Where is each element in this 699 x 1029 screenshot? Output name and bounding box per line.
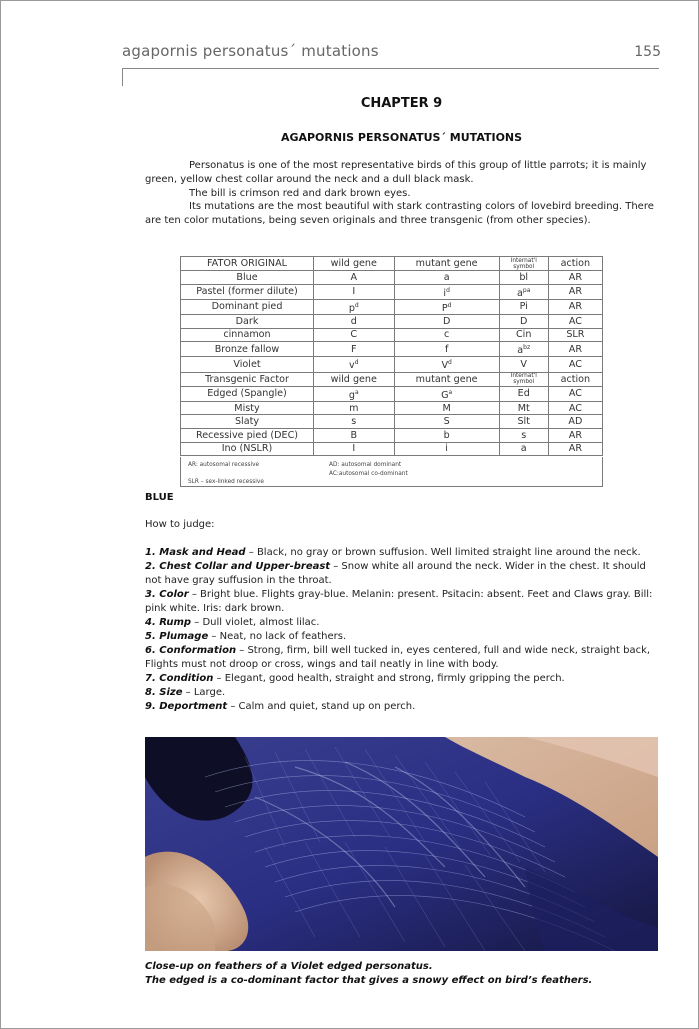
action-cell: AC [548,386,602,401]
wild-gene-cell [314,442,395,456]
symbol-cell-value: Cin [515,329,532,341]
symbol-cell-value: bl [519,271,529,283]
action-cell: AR [548,442,602,456]
mutant-gene-cell-value: S [443,416,450,428]
table-legend [180,457,603,487]
column-header-mutant-gene: mutant gene [394,372,499,386]
table-row [181,284,603,299]
criterion-term: 9. Deportment [145,701,228,712]
mutant-gene-cell [394,415,499,429]
symbol-cell [499,386,548,401]
mutant-gene-cell [394,357,499,372]
symbol-header-line: Internat'l [510,257,537,264]
action-cell: AR [548,299,602,314]
factor-name: Misty [181,401,314,415]
table-header-transgenic [181,372,603,386]
column-header-symbol [499,257,548,271]
wild-gene-cell-value: B [350,429,358,441]
symbol-cell [499,328,548,342]
column-header-mutant-gene: mutant gene [394,257,499,271]
symbol-cell-value: Ed [517,388,530,400]
feathers-photo [145,737,658,951]
wild-gene-cell-value: g [348,389,355,401]
mutant-gene-cell [394,314,499,328]
criterion-term: 4. Rump [145,617,192,628]
mutant-gene-cell-value: i [443,287,447,299]
mutant-gene-cell [394,328,499,342]
mutant-gene-cell-value: b [443,429,450,441]
table-row [181,428,603,442]
wild-gene-cell [314,415,395,429]
mutant-gene-cell-value: D [442,315,451,327]
wild-gene-cell [314,386,395,401]
mutant-gene-cell-superscript: d [448,359,452,367]
criterion-item [145,560,658,588]
factor-name: Slaty [181,415,314,429]
mutant-gene-cell-value: c [443,329,450,341]
symbol-cell [499,271,548,285]
factor-name: Dark [181,314,314,328]
mutant-gene-cell-value: a [443,271,450,283]
table-row [181,314,603,328]
factor-name: Blue [181,271,314,285]
symbol-cell-superscript: bz [523,344,531,352]
wild-gene-cell-value: d [350,315,357,327]
factor-name: Edged (Spangle) [181,386,314,401]
mutant-gene-cell-value: G [441,389,449,401]
wild-gene-cell-value: F [351,343,357,355]
mutant-gene-cell-value: M [442,402,451,414]
symbol-cell-value: Slt [517,416,530,428]
chapter-title: CHAPTER 9 [360,96,443,111]
symbol-cell-value: a [520,443,527,455]
factor-name: Ino (NSLR) [181,442,314,456]
wild-gene-cell [314,314,395,328]
table-row [181,386,603,401]
wild-gene-cell [314,328,395,342]
mutant-gene-cell [394,401,499,415]
criterion-item [145,644,658,672]
column-header-wild-gene: wild gene [314,257,395,271]
table-row [181,342,603,357]
mutant-gene-cell-value: P [441,302,448,314]
mutant-gene-cell [394,428,499,442]
factor-name: Pastel (former dilute) [181,284,314,299]
judging-criteria [145,546,658,714]
symbol-cell-value: D [520,315,528,327]
symbol-cell-value: a [517,287,523,299]
symbol-cell-value: Mt [517,402,530,414]
criterion-item [145,700,658,714]
factor-name: Violet [181,357,314,372]
mutant-gene-cell-value: i [445,443,448,455]
criterion-item [145,686,658,700]
wild-gene-cell-superscript: d [354,359,359,367]
action-cell: AD [548,415,602,429]
symbol-header-text [502,373,546,385]
factor-name: Bronze fallow [181,342,314,357]
symbol-cell [499,314,548,328]
wild-gene-cell-value: I [352,443,356,455]
action-cell: AC [548,357,602,372]
symbol-cell-value: a [517,345,524,357]
wild-gene-cell [314,428,395,442]
wild-gene-cell-value: A [350,271,358,283]
table-row [181,299,603,314]
symbol-cell [499,415,548,429]
mutant-gene-cell [394,386,499,401]
symbol-cell-superscript: pa [522,286,531,294]
criterion-item [145,616,658,630]
action-cell: AR [548,271,602,285]
intro-paragraph: Its mutations are the most beautiful with stark contrasting colors of lovebird breeding. There are ten color mutations, being seven originals and three transgenic (from other species). [145,201,654,227]
mutant-gene-cell [394,342,499,357]
mutant-gene-cell [394,284,499,299]
action-cell: AR [548,428,602,442]
table-row [181,271,603,285]
mutant-gene-cell-superscript: d [446,286,450,294]
symbol-cell [499,401,548,415]
caption-line: The edged is a co-dominant factor that gives a snowy effect on bird’s feathers. [145,975,593,986]
symbol-cell [499,428,548,442]
criterion-text: – Bright blue. Flights gray-blue. Melanin: present. Psitacin: absent. Feet and Claws gray. Bill: pink white. Iris: dark brown. [145,589,653,614]
symbol-header-line: Internat'l [510,373,537,380]
wild-gene-cell [314,284,395,299]
caption-line: Close-up on feathers of a Violet edged personatus. [145,961,433,972]
wild-gene-cell-value: v [349,360,355,372]
wild-gene-cell-value: p [348,302,355,314]
symbol-cell [499,442,548,456]
table-row [181,442,603,456]
how-to-judge-label: How to judge: [145,519,215,530]
wild-gene-cell [314,401,395,415]
photo-caption [145,960,658,988]
criterion-text: – Dull violet, almost lilac. [191,617,320,628]
criterion-term: 3. Color [145,589,189,600]
criterion-text: – Large. [182,687,226,698]
table-header-original [181,257,603,271]
table-row [181,401,603,415]
criterion-term: 7. Condition [145,673,214,684]
intro-paragraph: The bill is crimson red and dark brown eyes. [189,187,411,199]
symbol-header-line: symbol [513,263,535,270]
factor-name: Dominant pied [181,299,314,314]
criterion-item [145,630,658,644]
wild-gene-cell-value: C [350,329,358,341]
mutant-gene-cell-superscript: d [447,301,452,309]
criterion-text: – Elegant, good health, straight and strong, firmly gripping the perch. [213,673,565,684]
symbol-header-text [502,258,546,270]
symbol-cell [499,284,548,299]
action-cell: AR [548,284,602,299]
section-title-blue: BLUE [145,492,174,503]
column-header-action: action [548,257,602,271]
symbol-cell-value: V [520,358,527,370]
mutant-gene-cell-value: f [444,343,449,355]
column-header-action: action [548,372,602,386]
page-number: 155 [634,44,661,60]
factor-name: cinnamon [181,328,314,342]
symbol-header-line: symbol [513,379,535,386]
criterion-item [145,588,658,616]
running-title: agapornis personatus´ mutations [122,42,379,60]
legend-ar: AR: autosomal recessive [188,462,260,468]
legend-ac: AC:autosomal co-dominant [329,471,408,477]
criterion-text: – Neat, no lack of feathers. [208,631,347,642]
criterion-term: 5. Plumage [145,631,209,642]
criterion-text: – Strong, firm, bill well tucked in, eyes centered, full and wide neck, straight back, Flights must not droop or cross, wings and tail neatly in line with body. [145,645,651,670]
wild-gene-cell [314,342,395,357]
criterion-item [145,672,658,686]
table-row [181,328,603,342]
legend-slr: SLR – sex-linked recessive [188,479,264,485]
wild-gene-cell [314,299,395,314]
header-rule [122,68,659,69]
wild-gene-cell [314,271,395,285]
criterion-term: 8. Size [145,687,183,698]
column-header-symbol [499,372,548,386]
criterion-term: 1. Mask and Head [145,547,246,558]
symbol-cell [499,342,548,357]
factor-name: Recessive pied (DEC) [181,428,314,442]
criterion-item [145,546,658,560]
criterion-term: 2. Chest Collar and Upper-breast [145,561,331,572]
table-row [181,357,603,372]
column-header-wild-gene: wild gene [314,372,395,386]
wild-gene-cell-superscript: a [354,388,359,396]
wild-gene-cell [314,357,395,372]
column-header-factor: FATOR ORIGINAL [181,257,314,271]
criterion-term: 6. Conformation [145,645,237,656]
legend-ad: AD: autosomal dominant [329,462,402,468]
symbol-cell-value: s [521,429,527,441]
mutant-gene-cell-value: V [441,360,449,372]
intro-text [145,159,658,228]
symbol-cell [499,357,548,372]
criterion-text: – Calm and quiet, stand up on perch. [227,701,416,712]
action-cell: AC [548,314,602,328]
action-cell: AR [548,342,602,357]
wild-gene-cell-value: m [349,402,359,414]
violet-edged-feathers-image [145,737,658,951]
criterion-text: – Black, no gray or brown suffusion. Well limited straight line around the neck. [245,547,641,558]
symbol-cell [499,299,548,314]
action-cell: AC [548,401,602,415]
mutant-gene-cell [394,299,499,314]
column-header-factor: Transgenic Factor [181,372,314,386]
header-corner-rule [122,68,123,86]
wild-gene-cell-value: I [352,286,356,298]
criterion-text: – Snow white all around the neck. Wider in the chest. It should not have gray suffusion in the throat. [145,561,646,586]
wild-gene-cell-superscript: d [354,301,359,309]
table-row [181,415,603,429]
action-cell: SLR [548,328,602,342]
intro-paragraph: Personatus is one of the most representative birds of this group of little parrots; it is mainly green, yellow chest collar around the neck and a dull black mask. [145,160,647,185]
wild-gene-cell-value: s [351,416,357,428]
mutant-gene-cell-superscript: a [448,388,453,396]
mutant-gene-cell [394,271,499,285]
symbol-cell-value: Pi [519,301,528,313]
chapter-subtitle: AGAPORNIS PERSONATUS´ MUTATIONS [280,131,523,144]
mutations-table [180,256,603,456]
mutant-gene-cell [394,442,499,456]
